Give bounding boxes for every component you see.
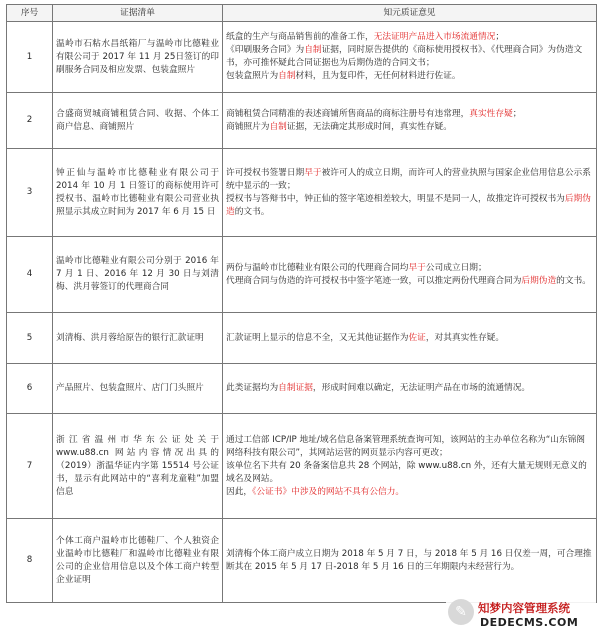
opinion-line — [226, 460, 593, 486]
opinion-text: 代理商合同与伪造的许可授权书中签字笔迹一致，可以推定两份代理商合同为 — [226, 275, 522, 286]
evidence-cell: 浙江省温州市华东公证处关于www.u88.cn 网站内容情况出具的（2019）浙温华证内字第 15514 号公证书，显示有此网站中的“喜利龙童鞋”加盟信息 — [53, 414, 223, 519]
opinion-cell — [223, 237, 597, 313]
opinion-text: 此类证据均为 — [226, 383, 279, 393]
opinion-text: 的文书。 — [556, 275, 591, 286]
opinion-cell — [223, 364, 597, 414]
opinion-line — [226, 44, 593, 70]
opinion-line — [226, 382, 593, 395]
opinion-text: 商铺照片为 — [226, 121, 270, 132]
opinion-cell — [223, 93, 597, 149]
opinion-text: ，形成时间难以确定，无法证明产品在市场的流通情况。 — [312, 383, 531, 393]
opinion-text: 包装盒照片为 — [226, 71, 279, 81]
header-opinion: 知元质证意见 — [223, 5, 597, 22]
opinion-text: 通过工信部 ICP/IP 地址/域名信息备案管理系统查询可知，该网站的主办单位名称为“山东锦阁网络科技有限公司”，其网站运营的网页显示内容可更改； — [226, 434, 585, 458]
highlight-text: 后期伪造 — [226, 193, 591, 217]
opinion-cell — [223, 22, 597, 93]
opinion-text: ，对其真实性存疑。 — [425, 332, 504, 343]
table-row — [7, 313, 597, 364]
opinion-text: ； — [512, 108, 522, 119]
table-header-row — [7, 5, 597, 22]
opinion-line — [226, 262, 593, 275]
evidence-cell: 温岭市比德鞋业有限公司分别于 2016 年 7 月 1 日、2016 年 12 月 30 日与刘清梅、洪月蓉签订的代理商合同 — [53, 237, 223, 313]
opinion-line — [226, 434, 593, 460]
opinion-cell — [223, 414, 597, 519]
highlight-text: 自制证据 — [278, 383, 313, 393]
opinion-text: 被许可人的成立日期，而许可人的营业执照与国家企业信用信息公示系统中显示的一致； — [226, 167, 591, 191]
watermark-url: DEDECMS.COM — [480, 616, 579, 629]
row-number: 4 — [7, 237, 53, 313]
opinion-text: 纸盒的生产与商品销售前的准备工作， — [226, 32, 374, 42]
highlight-text: 早于 — [304, 167, 322, 178]
watermark — [446, 597, 596, 631]
row-number: 3 — [7, 149, 53, 237]
opinion-text: 商铺租赁合同精准的表述商铺所售商品的商标注册号有违常理， — [226, 108, 470, 119]
evidence-cell: 合盛商贸城商铺租赁合同、收据、个体工商户信息、商铺照片 — [53, 93, 223, 149]
opinion-line — [226, 275, 593, 288]
row-number: 2 — [7, 93, 53, 149]
watermark-title: 知梦内容管理系统 — [478, 601, 570, 615]
highlight-text: 《公证书》中涉及的网站不具有公信力。 — [252, 486, 405, 497]
opinion-cell — [223, 313, 597, 364]
opinion-cell — [223, 149, 597, 237]
opinion-text: 证据，无法确定其形成时间，真实性存疑。 — [286, 121, 452, 132]
table-row — [7, 93, 597, 149]
table-row — [7, 364, 597, 414]
row-number: 8 — [7, 519, 53, 603]
opinion-text: 汇款证明上显示的信息不全，又无其他证据作为 — [226, 332, 409, 343]
highlight-text: 后期伪造 — [521, 275, 557, 286]
opinion-line — [226, 167, 593, 193]
highlight-text: 无法证明产品进入市场流通情况 — [373, 32, 496, 42]
opinion-text: 《印刷服务合同》为 — [226, 45, 305, 55]
opinion-text: 证据，同时原告提供的《商标使用授权书》、《代理商合同》为伪造文书，亦可推怀疑此合同证据也为后期伪造的合同文书； — [226, 45, 583, 68]
opinion-text: 因此， — [226, 486, 253, 497]
row-number: 1 — [7, 22, 53, 93]
opinion-text: 公司成立日期； — [425, 262, 487, 273]
opinion-text: 的文书。 — [234, 206, 270, 217]
evidence-cell: 个体工商户温岭市比德鞋厂、个人独资企业温岭市比德鞋厂和温岭市比德鞋业有限公司的企业信用信息以及个体工商户转型企业证明 — [53, 519, 223, 603]
highlight-text: 自制 — [269, 121, 287, 132]
opinion-line — [226, 548, 593, 574]
header-evidence-list: 证据清单 — [53, 5, 223, 22]
opinion-line — [226, 332, 593, 345]
opinion-cell — [223, 519, 597, 603]
opinion-line — [226, 121, 593, 134]
evidence-cell: 刘清梅、洪月蓉给原告的银行汇款证明 — [53, 313, 223, 364]
opinion-text: 两份与温岭市比德鞋业有限公司的代理商合同均 — [226, 262, 409, 273]
evidence-cell: 产品照片、包装盒照片、店门门头照片 — [53, 364, 223, 414]
opinion-text: ； — [495, 32, 504, 42]
watermark-logo-icon: ✎ — [448, 599, 474, 625]
opinion-line — [226, 70, 593, 83]
opinion-line — [226, 193, 593, 219]
highlight-text: 真实性存疑 — [469, 108, 513, 119]
opinion-text: 材料，且为复印件，无任何材料进行佐证。 — [295, 71, 461, 81]
row-number: 5 — [7, 313, 53, 364]
table-row — [7, 149, 597, 237]
highlight-text: 佐证 — [408, 332, 426, 343]
highlight-text: 自制 — [304, 45, 322, 55]
table-row — [7, 519, 597, 603]
header-no: 序号 — [7, 5, 53, 22]
opinion-line — [226, 31, 593, 44]
row-number: 6 — [7, 364, 53, 414]
evidence-cell: 钟正仙与温岭市比德鞋业有限公司于 2014 年 10 月 1 日签订的商标使用许可授权书、温岭市比德鞋业有限公司营业执照显示其成立时间为 2017 年 6 月 15 日 — [53, 149, 223, 237]
evidence-table — [6, 4, 597, 603]
table-row — [7, 22, 597, 93]
opinion-text: 授权书与答辩书中，钟正仙的签字笔迹相差较大，明显不是同一人，故推定许可授权书为 — [226, 193, 565, 204]
evidence-cell: 温岭市石粘水昌纸箱厂与温岭市比德鞋业有限公司于 2017 年 11 月 25日签订的印刷服务合同及相应发票、包装盒照片 — [53, 22, 223, 93]
table-row — [7, 237, 597, 313]
highlight-text: 早于 — [408, 262, 426, 273]
opinion-line — [226, 108, 593, 121]
opinion-text: 该单位名下共有 20 条备案信息共 28 个网站，除 www.u88.cn 外，还有大量无规则无意义的域名及网站。 — [226, 460, 587, 484]
row-number: 7 — [7, 414, 53, 519]
opinion-line — [226, 486, 593, 499]
highlight-text: 自制 — [278, 71, 296, 81]
table-row — [7, 414, 597, 519]
opinion-text: 刘清梅个体工商户成立日期为 2018 年 5 月 7 日，与 2018 年 5 月 16 日仅差一周，可合理推断其在 2015 年 5 月 17 日-2018 年 5 月 16 日的三年期限内未经营行为。 — [226, 548, 592, 572]
opinion-text: 许可授权书签署日期 — [226, 167, 305, 178]
